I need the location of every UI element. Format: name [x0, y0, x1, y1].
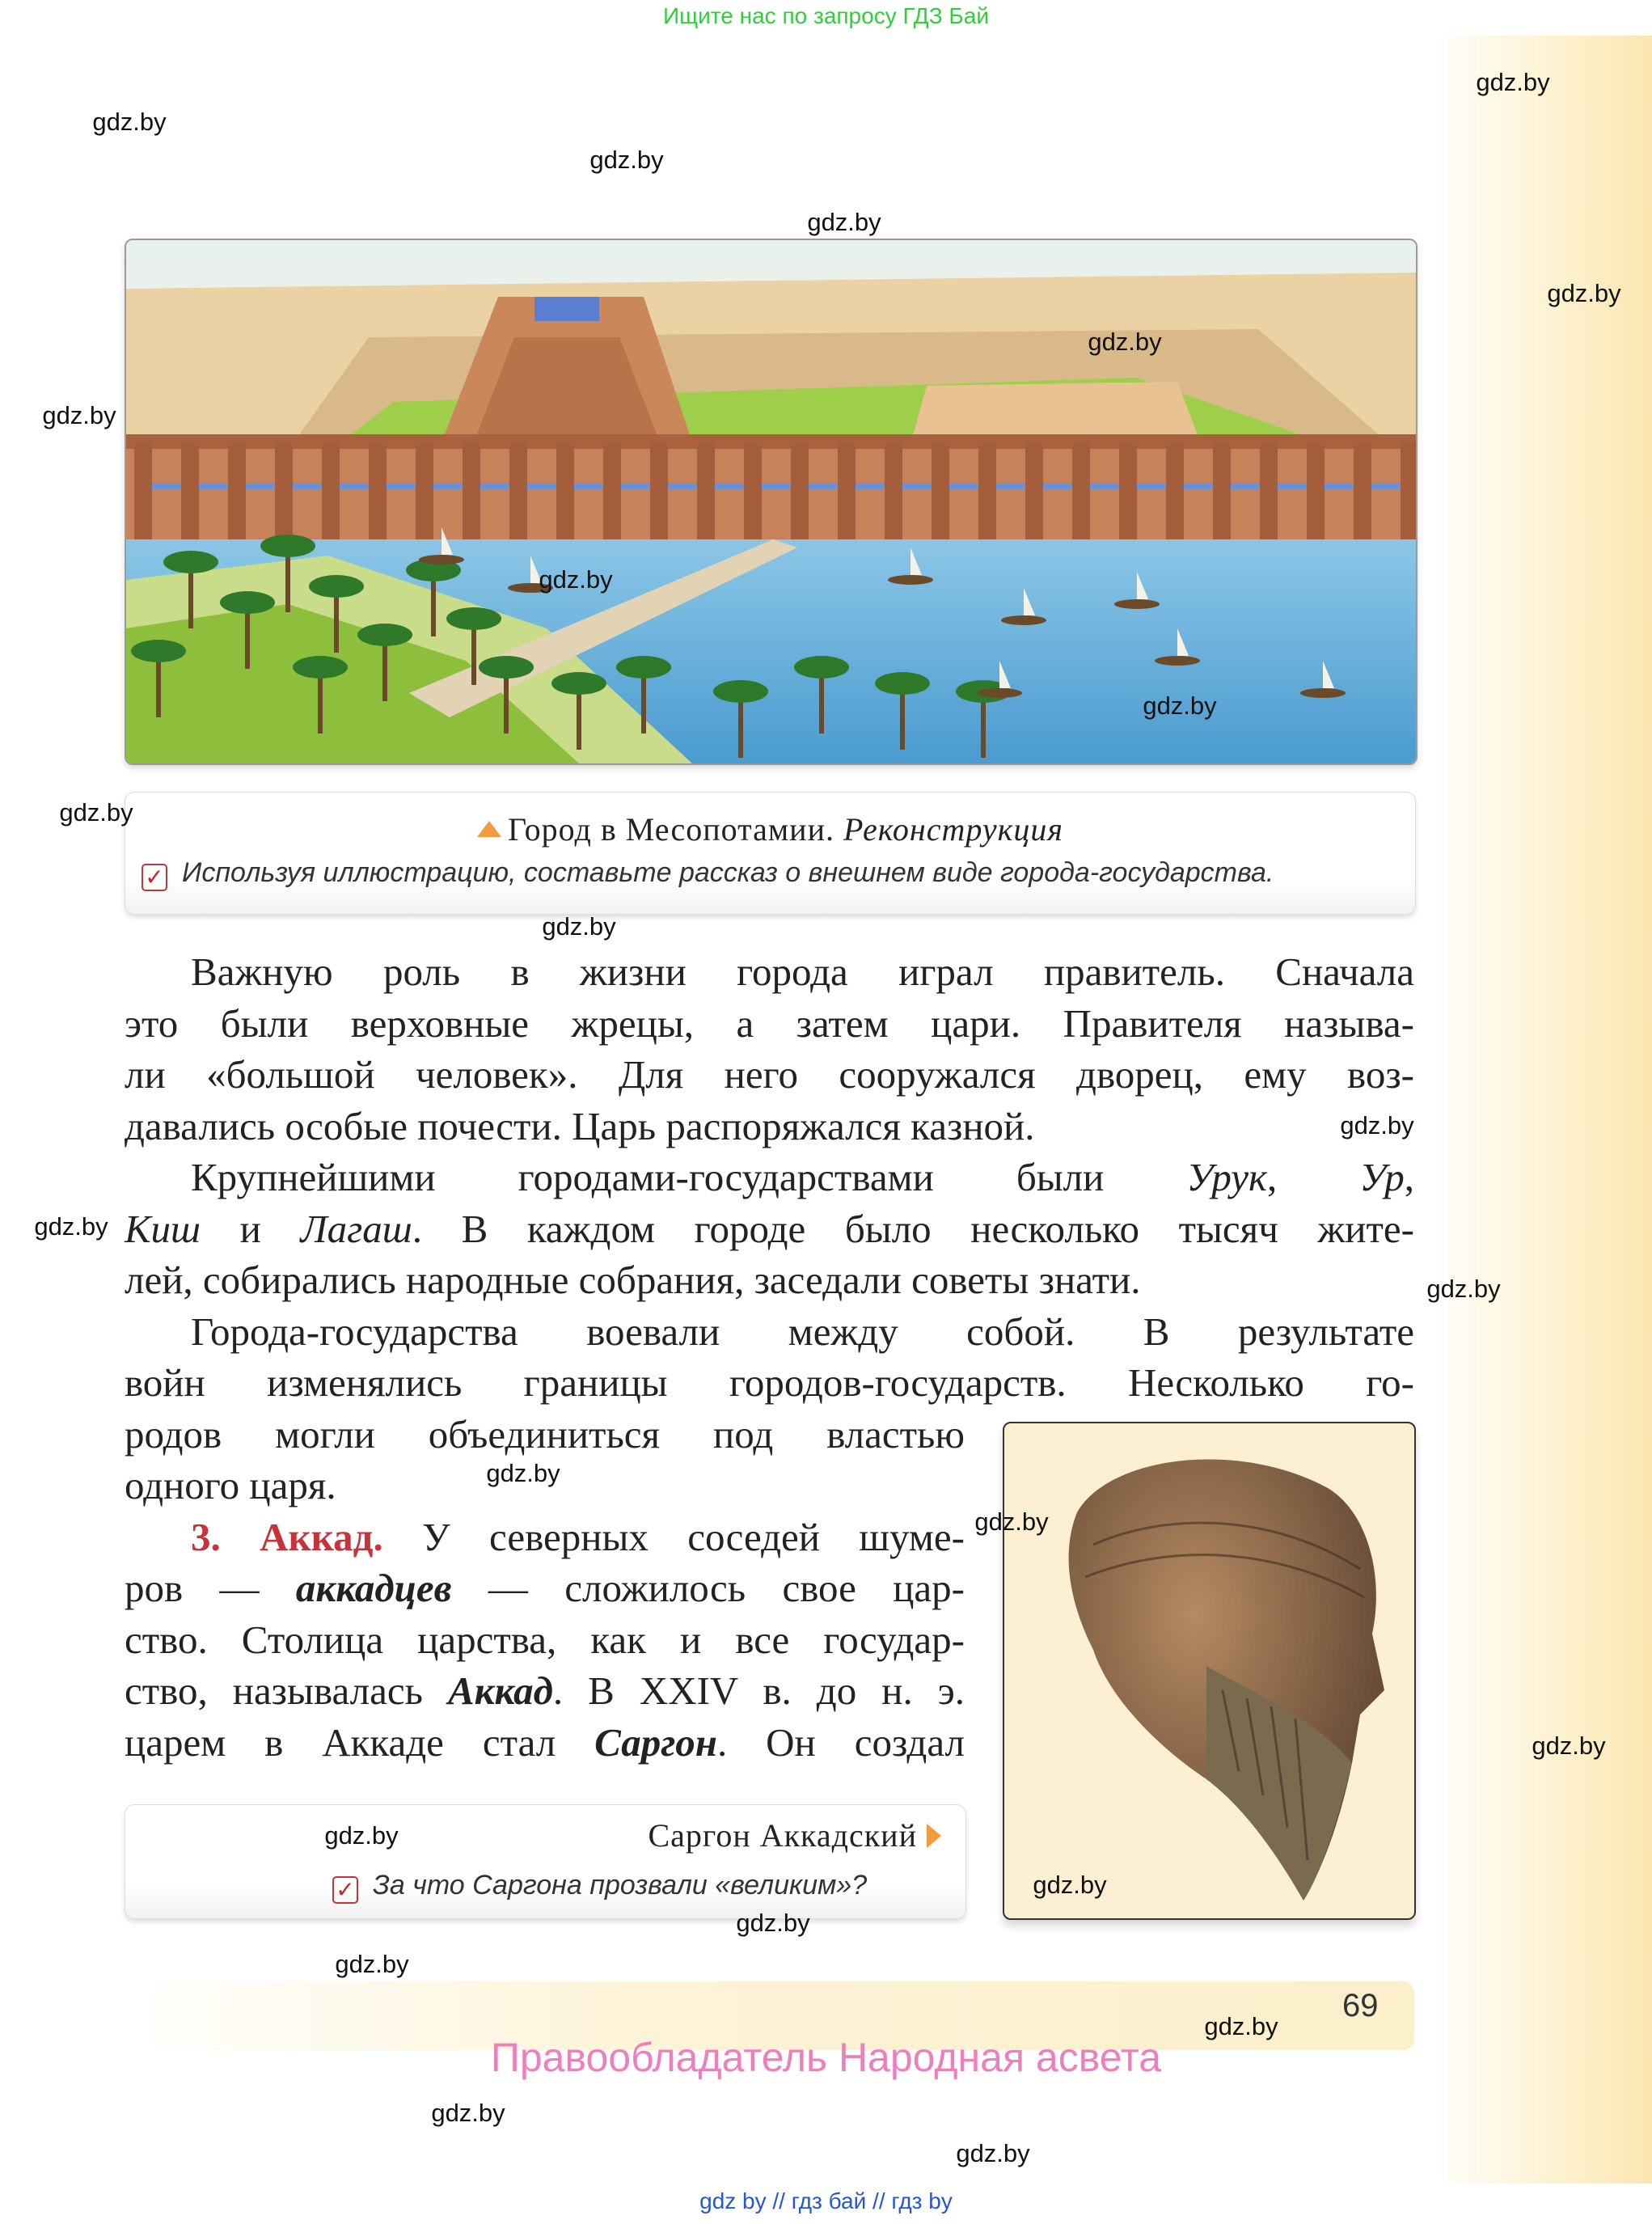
watermark: gdz.by [335, 1950, 409, 1978]
text-segment: ров — [125, 1566, 296, 1610]
portrait-caption [125, 1804, 966, 1919]
emphasis-term: 3. Аккад. [191, 1514, 383, 1559]
text-segment: войн изменялись границы городов-государств. Несколько го- [125, 1360, 1414, 1405]
watermark: gdz.by [92, 108, 167, 136]
page-number: 69 [1342, 1988, 1379, 2023]
sargon-head-image [1004, 1423, 1414, 1918]
watermark: gdz.by [1476, 68, 1550, 96]
task-text: За что Саргона прозвали «великим»? [373, 1870, 868, 1901]
watermark: gdz.by [956, 2139, 1030, 2167]
watermark: gdz.by [1088, 328, 1162, 356]
text-segment: родов могли объединиться под властью [125, 1411, 965, 1457]
text-segment: , [1404, 1155, 1414, 1199]
text-line [125, 1665, 965, 1717]
text-segment: Крупнейшими городами-государствами были [191, 1155, 1187, 1199]
watermark: gdz.by [807, 208, 881, 236]
caption-italic: Реконструкция [843, 811, 1063, 848]
text-segment: ство. Столица царства, как и все государ- [125, 1617, 965, 1662]
text-line [125, 1101, 1414, 1152]
text-segment: — сложилось свое цар- [451, 1566, 965, 1610]
text-line [125, 1717, 965, 1769]
emphasis-term: Урук [1186, 1155, 1267, 1199]
emphasis-term: Киш [125, 1206, 201, 1251]
watermark: gdz.by [1204, 2012, 1278, 2040]
bottom-links[interactable]: gdz by // гдз бай // гдз by [699, 2188, 953, 2213]
page-side-strip [1447, 36, 1652, 2184]
task-question [142, 857, 1274, 891]
watermark: gdz.by [589, 146, 664, 174]
watermark: gdz.by [542, 912, 616, 941]
text-segment: одного царя. [125, 1463, 336, 1507]
rights-holder: Правообладатель Народная асвета [490, 2035, 1162, 2080]
task-question [332, 1870, 867, 1904]
watermark: gdz.by [1426, 1275, 1501, 1303]
text-segment: лей, собирались народные собрания, заседали советы знати. [125, 1258, 1141, 1302]
text-line [125, 1306, 1414, 1358]
watermark: gdz.by [974, 1507, 1049, 1536]
text-segment: это были верховные жрецы, а затем цари. Правителя называ- [125, 1000, 1414, 1046]
text-line [125, 1152, 1414, 1203]
emphasis-term: Саргон [594, 1719, 717, 1765]
watermark: gdz.by [1143, 691, 1217, 720]
sargon-portrait [1003, 1422, 1416, 1920]
emphasis-term: аккадцев [295, 1566, 452, 1610]
watermark: gdz.by [42, 401, 116, 429]
emphasis-term: Ур [1359, 1155, 1405, 1199]
watermark: gdz.by [1547, 279, 1621, 307]
illustration-caption [125, 792, 1416, 915]
text-segment: . В каждом городе было несколько тысяч жите- [412, 1206, 1415, 1251]
watermark: gdz.by [34, 1212, 108, 1241]
text-line [125, 1512, 965, 1563]
text-segment: . В XXIV в. до н. э. [552, 1668, 965, 1713]
text-line [125, 1409, 965, 1461]
emphasis-term: Лагаш [300, 1206, 412, 1251]
watermark: gdz.by [1033, 1871, 1107, 1899]
task-text: Используя иллюстрацию, составьте рассказ о внешнем виде города-государства. [182, 857, 1274, 888]
caption-title [648, 1816, 941, 1854]
text-segment: ство, называлась [125, 1668, 448, 1713]
search-hint: Ищите нас по запросу ГДЗ Бай [662, 3, 990, 28]
checkmark-icon: ✓ [332, 1876, 358, 1904]
text-line [125, 1357, 1414, 1409]
watermark: gdz.by [539, 565, 613, 594]
text-line [125, 1049, 1414, 1101]
caption-title [125, 810, 1415, 848]
text-line [125, 946, 1414, 998]
watermark: gdz.by [736, 1909, 810, 1937]
text-line [125, 1562, 965, 1614]
emphasis-term: Аккад [447, 1668, 553, 1713]
text-segment: Города-государства воевали между собой. В результате [191, 1309, 1414, 1354]
caption-text: Саргон Аккадский [648, 1817, 917, 1854]
caption-main: Город в Месопотамии. [508, 811, 834, 848]
text-line [125, 1254, 1414, 1306]
watermark: gdz.by [431, 2099, 505, 2127]
watermark: gdz.by [1340, 1111, 1414, 1139]
text-segment: . Он создал [716, 1719, 965, 1765]
watermark: gdz.by [59, 798, 133, 827]
watermark: gdz.by [486, 1459, 560, 1487]
text-segment: У северных соседей шуме- [382, 1514, 965, 1559]
text-segment: давались особые почести. Царь распоряжался казной. [125, 1103, 1035, 1148]
triangle-up-icon [477, 821, 501, 837]
city-illustration [125, 239, 1418, 765]
watermark: gdz.by [324, 1821, 399, 1850]
text-line [125, 998, 1414, 1050]
checkmark-icon: ✓ [142, 864, 167, 891]
watermark: gdz.by [1532, 1731, 1606, 1760]
text-segment: царем в Аккаде стал [125, 1719, 595, 1765]
mesopotamia-city-image [126, 240, 1416, 763]
text-segment: Важную роль в жизни города играл правитель. Сначала [191, 949, 1414, 994]
text-segment: ли «большой человек». Для него сооружался дворец, ему воз- [125, 1052, 1414, 1097]
text-segment: и [201, 1206, 301, 1251]
triangle-right-icon [927, 1824, 941, 1848]
text-line [125, 1203, 1414, 1255]
text-segment: , [1266, 1155, 1360, 1199]
text-line [125, 1614, 965, 1666]
